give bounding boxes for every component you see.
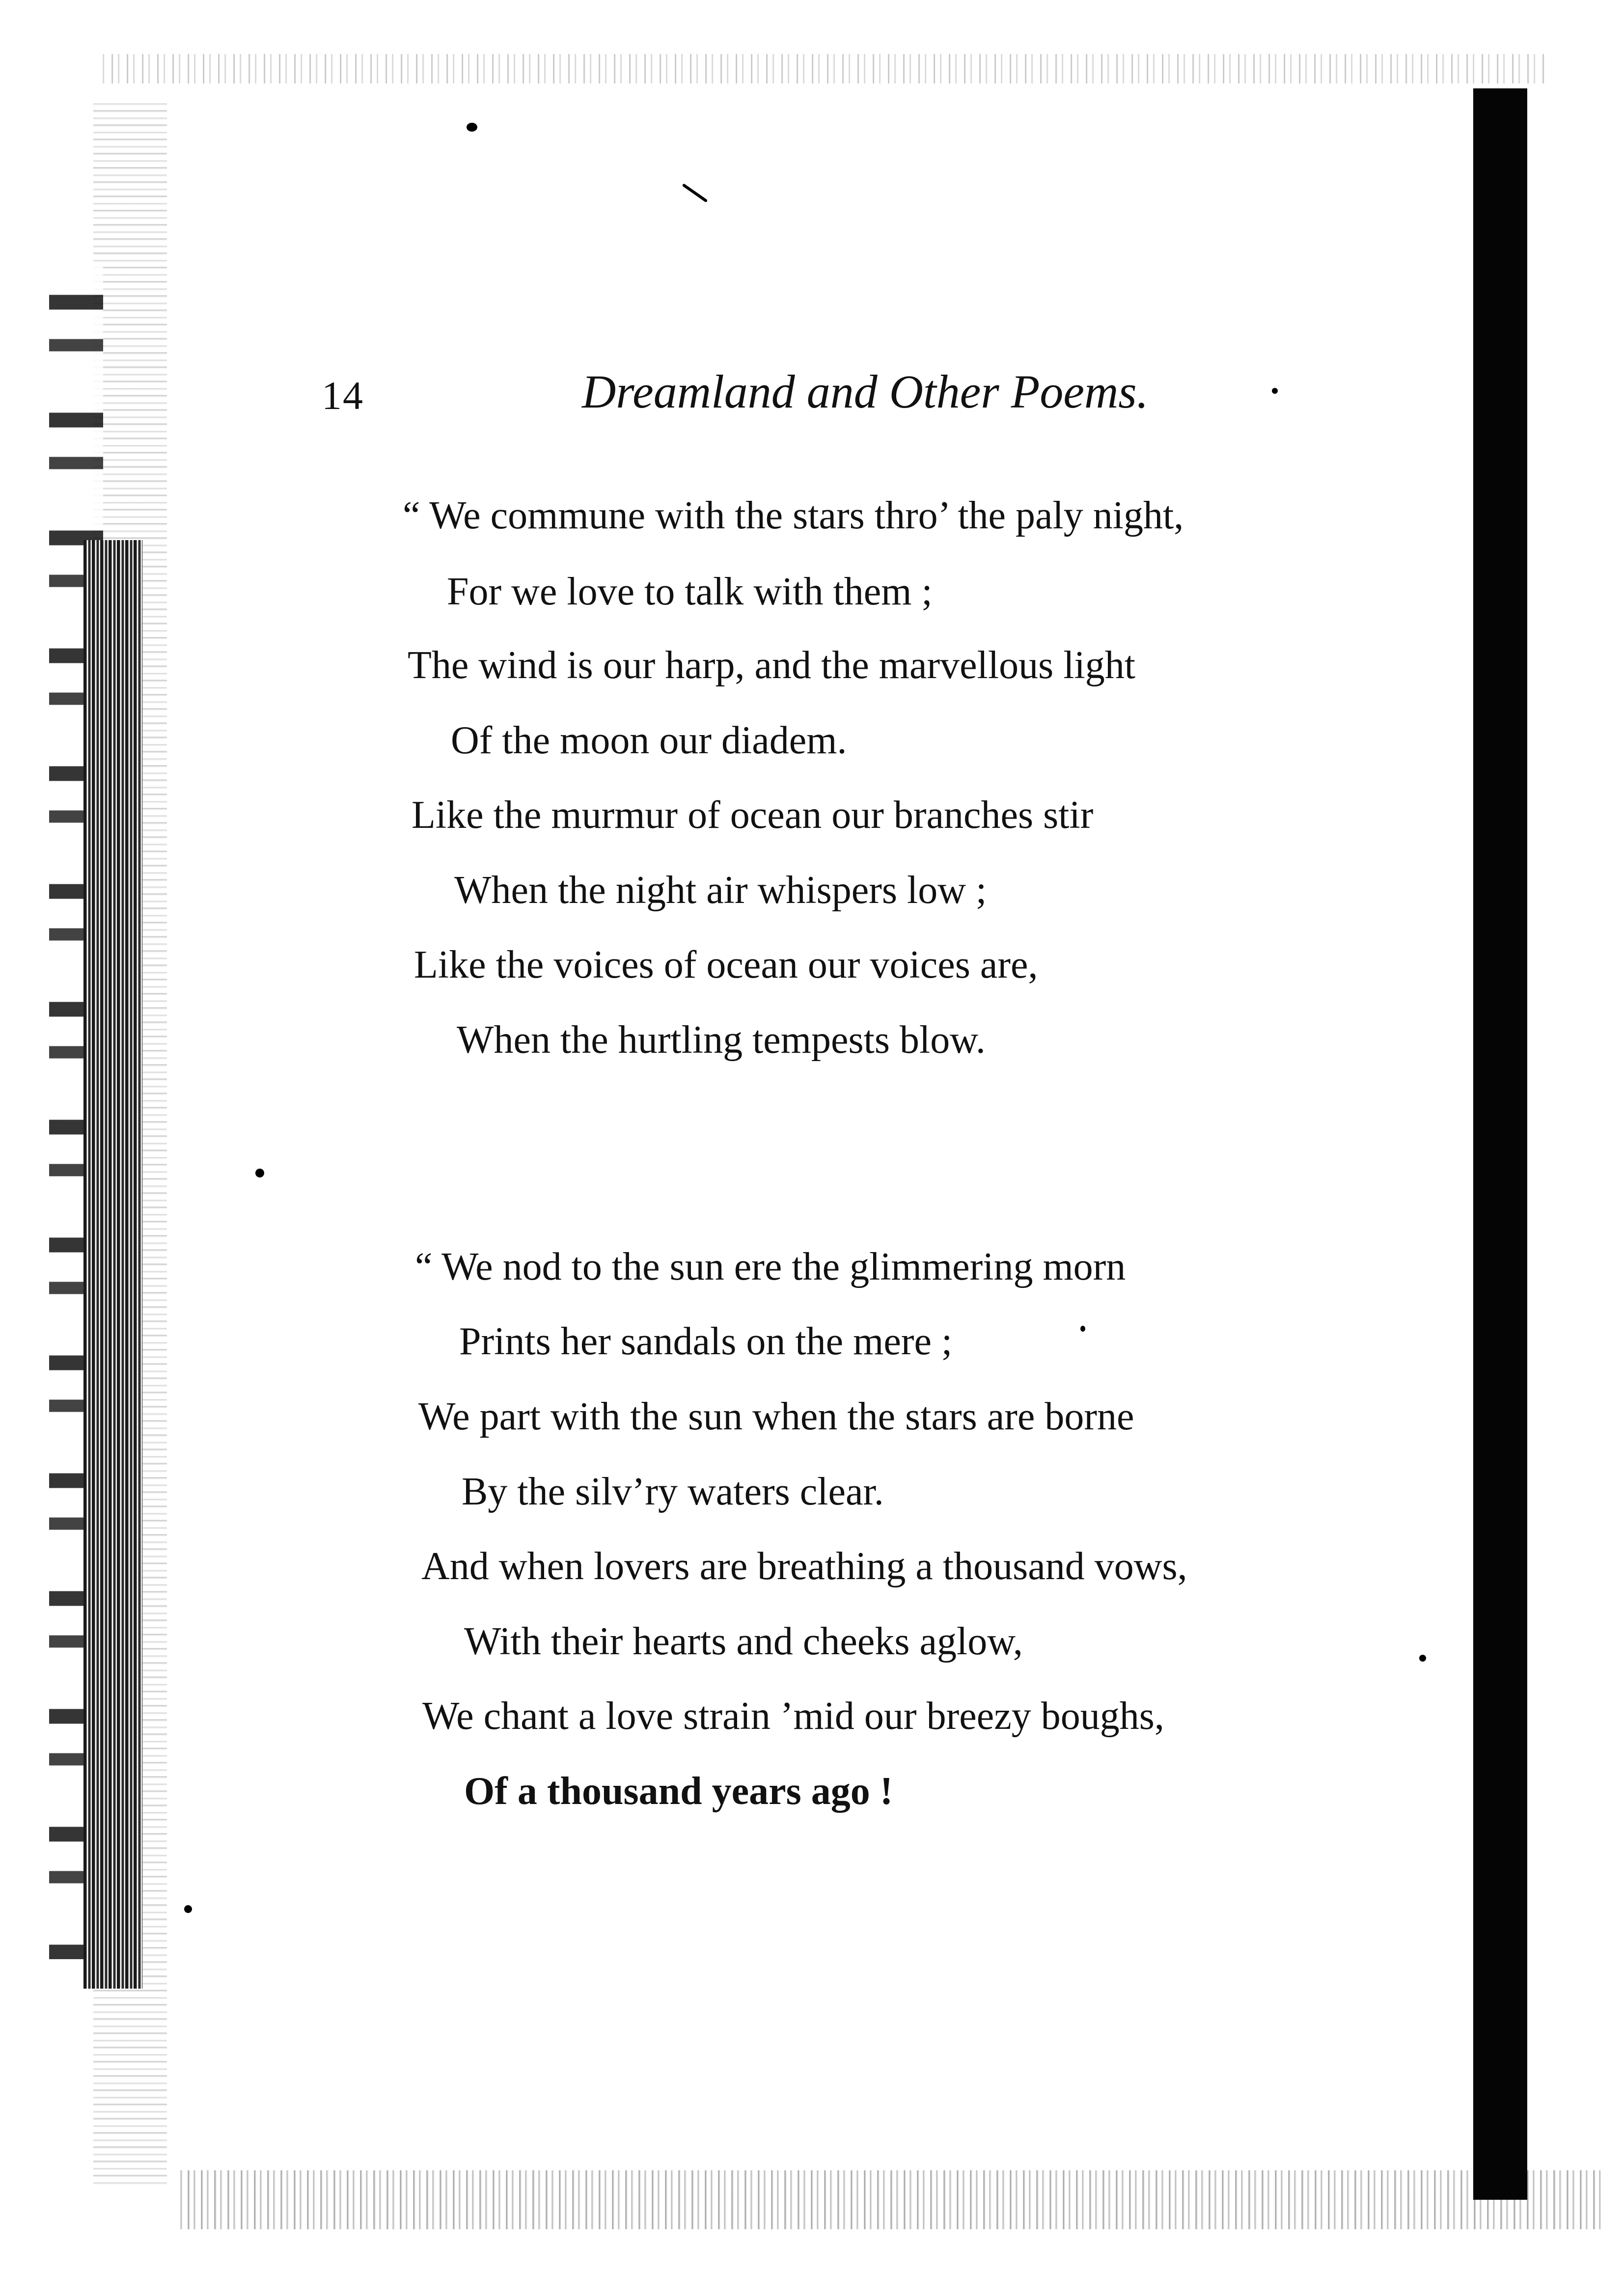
page-number: 14: [322, 373, 364, 418]
scan-edge-bottom: [177, 2170, 1601, 2229]
poem-line: The wind is our harp, and the marvellous light: [408, 644, 1135, 687]
poem-line: We part with the sun when the stars are borne: [418, 1395, 1134, 1438]
poem-line: When the night air whispers low ;: [454, 869, 987, 912]
ink-speck: [184, 1905, 192, 1913]
poem-line: When the hurtling tempests blow.: [457, 1018, 986, 1062]
ink-speck: [255, 1169, 264, 1177]
poem-line: Of a thousand years ago !: [464, 1770, 893, 1813]
poem-line: Prints her sandals on the mere ;: [459, 1320, 953, 1363]
poem-line: With their hearts and cheeks aglow,: [464, 1620, 1023, 1663]
poem-line: “ We commune with the stars thro’ the paly night,: [403, 494, 1184, 537]
poem-line: And when lovers are breathing a thousand vows,: [421, 1545, 1187, 1588]
poem-line: We chant a love strain ’mid our breezy boughs,: [422, 1695, 1164, 1738]
ink-speck: [1419, 1655, 1426, 1662]
scan-binding-strip: [83, 540, 142, 1989]
poem-line: Like the voices of ocean our voices are,: [414, 943, 1038, 986]
poem-line: For we love to talk with them ;: [447, 570, 933, 613]
poem-line: By the silv’ry waters clear.: [462, 1470, 884, 1513]
poem-line: Like the murmur of ocean our branches stir: [412, 793, 1094, 837]
poem-line: Of the moon our diadem.: [451, 719, 847, 762]
running-title: Dreamland and Other Poems.: [582, 365, 1149, 418]
ink-speck: [1272, 388, 1278, 394]
scan-edge-top: [98, 54, 1547, 83]
ink-speck: [1080, 1326, 1085, 1332]
scan-right-border: [1473, 88, 1527, 2200]
ink-speck: [467, 123, 477, 132]
poem-line: “ We nod to the sun ere the glimmering morn: [415, 1245, 1126, 1288]
ink-speck: [682, 183, 708, 202]
